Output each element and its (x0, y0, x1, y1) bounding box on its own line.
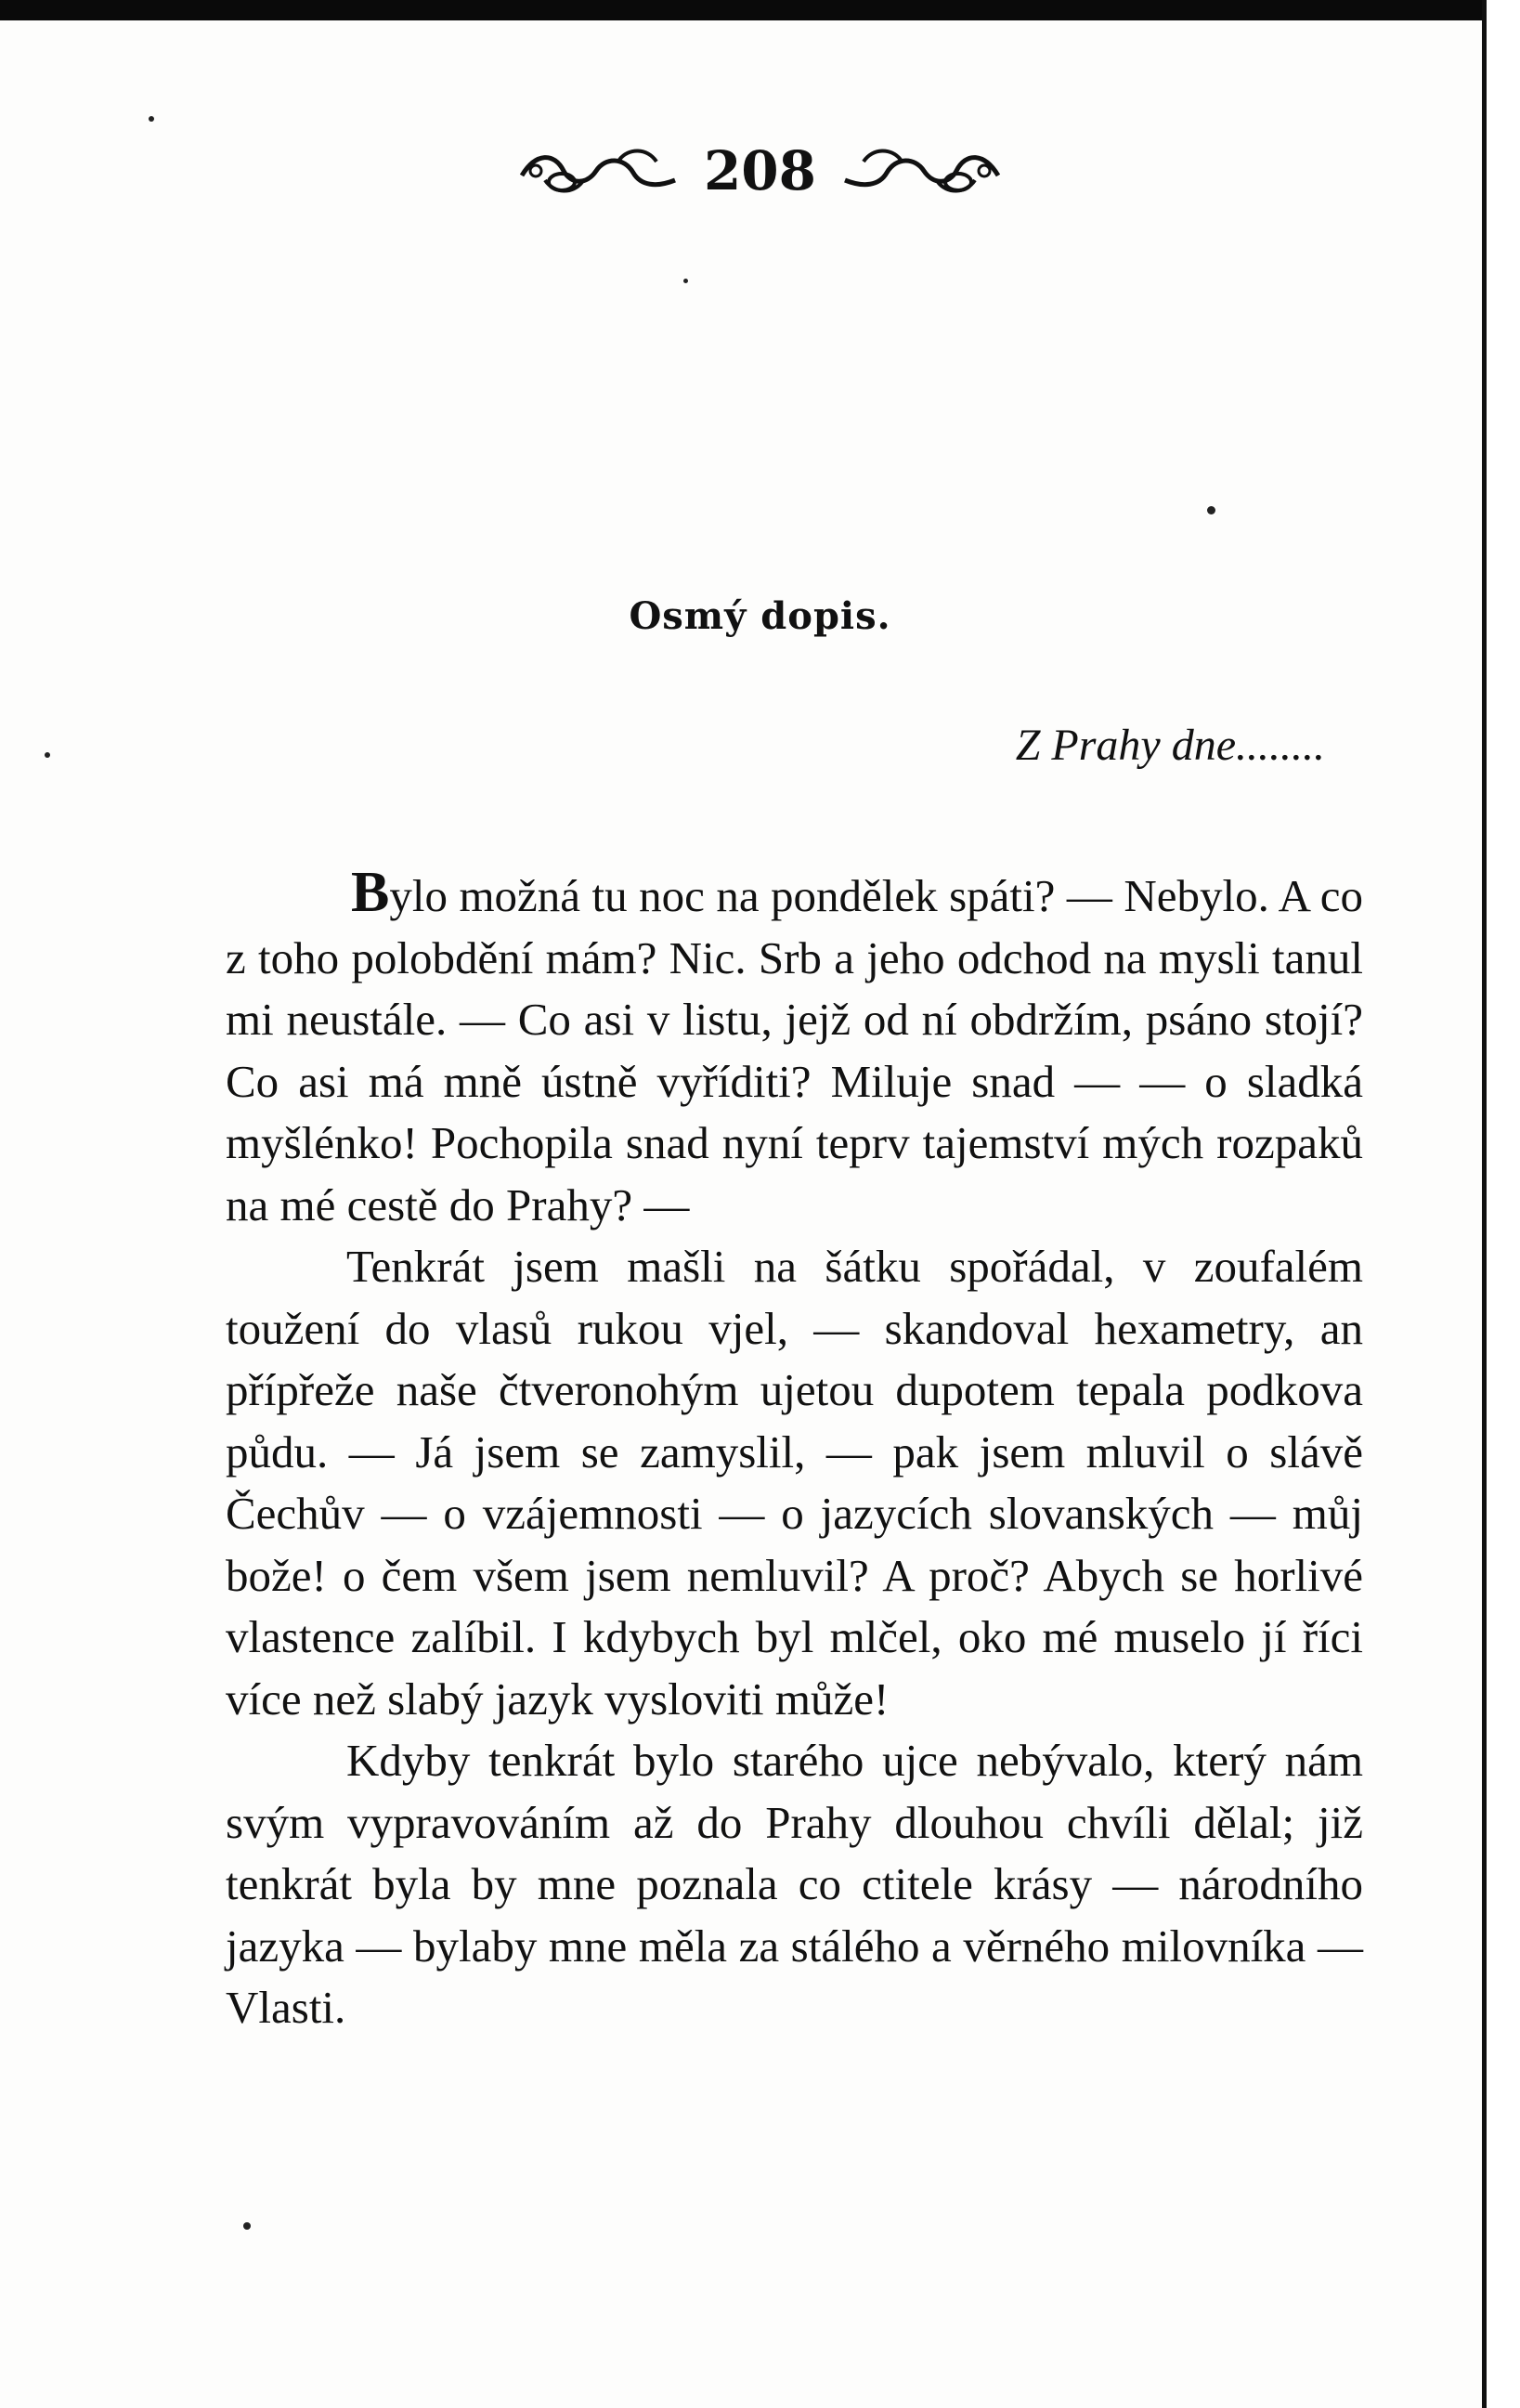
paragraph-1-text: ylo možná tu noc na pondělek spáti? — Nebylo. A co z toho polobdění mám? Nic. Srb a jeho odchod na mysli tanul mi neustále. — Co asi v listu, jejž od ní obdržím, psáno stojí? Co asi má mně ústně vyříditi? Miluje snad — — o sladká myšlénko! Pochopila snad nyní teprv tajemství mých rozpaků na mé cestě do Prahy? — (226, 870, 1363, 1230)
ink-speck (243, 2222, 251, 2230)
letter-body (226, 862, 1363, 2039)
ink-speck (1207, 506, 1215, 514)
dateline: Z Prahy dne........ (1015, 721, 1325, 770)
right-scan-edge (1482, 0, 1520, 2408)
floral-ornament-right-icon (840, 143, 1003, 199)
paragraph-1 (226, 862, 1363, 1236)
floral-ornament-left-icon (517, 143, 680, 199)
top-scan-edge (0, 0, 1520, 20)
letter-title: Osmý dopis. (629, 594, 891, 638)
ink-speck (45, 752, 50, 758)
paragraph-2: Tenkrát jsem mašli na šátku spořádal, v zoufalém toužení do vlasů rukou vjel, — skandoval hexametry, an přípřeže naše čtveronohým ujetou dupotem tepala podkova půdu. — Já jsem se zamyslil, — pak jsem mluvil o slávě Čechův — o vzájemnosti — o jazycích slovanských — můj bože! o čem všem jsem nemluvil? A proč? Abych se horlivé vlastence zalíbil. I kdybych byl mlčel, oko mé muselo jí říci více než slabý jazyk vysloviti může! (226, 1241, 1363, 1725)
drop-cap: B (351, 861, 390, 924)
ink-speck (149, 116, 154, 122)
page-number: 208 (703, 139, 817, 202)
paragraph-3: Kdyby tenkrát bylo starého ujce nebývalo, který nám svým vypravováním až do Prahy dlouhou chvíli dělal; již tenkrát byla by mne poznala co ctitele krásy — národního jazyka — bylaby mne měla za stálého a věrného milovníka — Vlasti. (226, 1735, 1363, 2033)
page-header (0, 139, 1520, 202)
ink-speck (683, 279, 688, 283)
